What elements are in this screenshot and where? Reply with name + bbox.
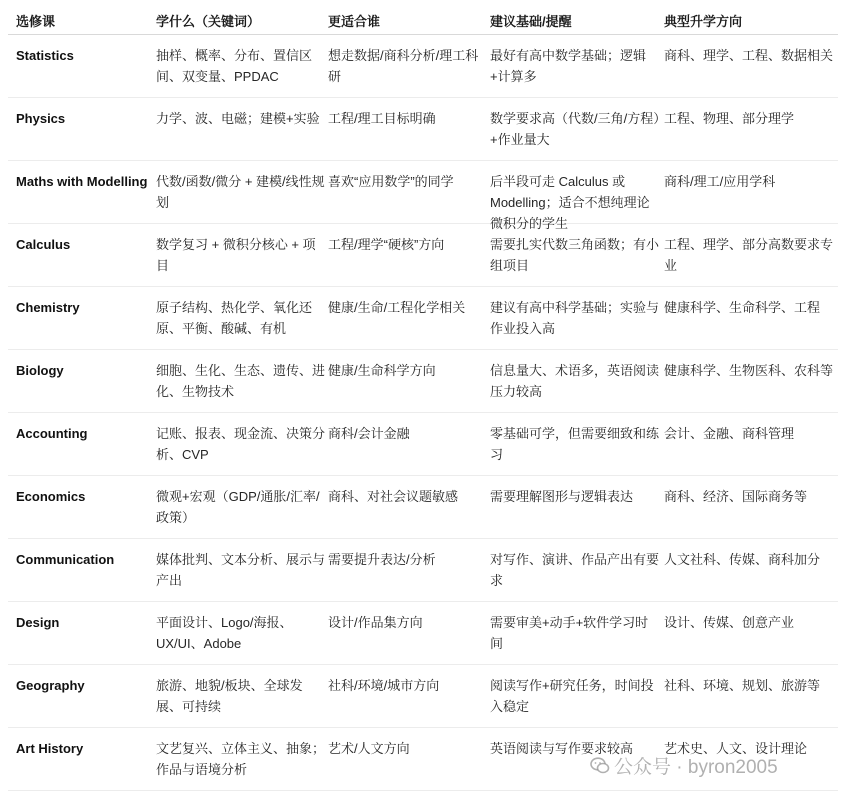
table-row: [8, 224, 838, 287]
cell-direction: 人文社科、传媒、商科加分: [664, 552, 821, 567]
cell-learn: 数学复习 + 微积分核心 + 项目: [156, 237, 316, 273]
cell-basis: 英语阅读与写作要求较高: [490, 741, 634, 756]
header-direction: 典型升学方向: [664, 14, 743, 29]
cell-basis: 需要扎实代数三角函数；有小组项目: [490, 237, 660, 273]
cell-direction: 设计、传媒、创意产业: [664, 615, 795, 630]
cell-learn: 媒体批判、文本分析、展示与产出: [156, 552, 326, 588]
table-row: [8, 476, 838, 539]
table-row: [8, 35, 838, 98]
cell-basis: 对写作、演讲、作品产出有要求: [490, 552, 660, 588]
cell-basis: 数学要求高（代数/三角/方程）+作业量大: [490, 111, 660, 147]
cell-direction: 工程、物理、部分理学: [664, 111, 795, 126]
cell-direction: 工程、理学、部分高数要求专业: [664, 237, 834, 273]
watermark: [590, 752, 778, 779]
table-row: [8, 602, 838, 665]
cell-subject: Art History: [16, 741, 84, 756]
cell-direction: 商科/理工/应用学科: [664, 174, 776, 189]
cell-learn: 旅游、地貌/板块、全球发展、可持续: [156, 678, 303, 714]
cell-learn: 微观+宏观（GDP/通胀/汇率/政策）: [156, 489, 320, 525]
header-learn: 学什么（关键词）: [156, 14, 261, 29]
cell-who: 工程/理工目标明确: [328, 111, 436, 126]
cell-basis: 零基础可学，但需要细致和练习: [490, 426, 660, 462]
table-row: [8, 161, 838, 231]
cell-who: 设计/作品集方向: [328, 615, 423, 630]
cell-direction: 艺术史、人文、设计理论: [664, 741, 808, 756]
cell-direction: 商科、理学、工程、数据相关: [664, 48, 834, 63]
cell-who: 需要提升表达/分析: [328, 552, 436, 567]
cell-subject: Design: [16, 615, 60, 630]
table-row: [8, 665, 838, 728]
cell-who: 商科、对社会议题敏感: [328, 489, 459, 504]
cell-subject: Accounting: [16, 426, 88, 441]
cell-learn: 平面设计、Logo/海报、UX/UI、Adobe: [156, 615, 293, 651]
header-who: 更适合谁: [328, 14, 381, 29]
cell-basis: 阅读写作+研究任务，时间投入稳定: [490, 678, 654, 714]
table-header: [8, 0, 838, 35]
wechat-icon: [590, 756, 610, 776]
cell-who: 健康/生命/工程化学相关: [328, 300, 466, 315]
cell-subject: Geography: [16, 678, 85, 693]
cell-learn: 细胞、生化、生态、遗传、进化、生物技术: [156, 363, 326, 399]
cell-learn: 代数/函数/微分 + 建模/线性规划: [156, 174, 325, 210]
cell-who: 想走数据/商科分析/理工科研: [328, 48, 479, 84]
cell-basis: 需要理解图形与逻辑表达: [490, 489, 634, 504]
cell-subject: Chemistry: [16, 300, 80, 315]
cell-subject: Physics: [16, 111, 66, 126]
cell-basis: 后半段可走 Calculus 或 Modelling；适合不想纯理论微积分的学生: [490, 174, 650, 231]
cell-learn: 原子结构、热化学、氧化还原、平衡、酸碱、有机: [156, 300, 313, 336]
cell-direction: 社科、环境、规划、旅游等: [664, 678, 821, 693]
cell-subject: Calculus: [16, 237, 71, 252]
cell-subject: Statistics: [16, 48, 74, 63]
cell-learn: 记账、报表、现金流、决策分析、CVP: [156, 426, 326, 462]
watermark-text: 公众号 · byron2005: [614, 757, 778, 778]
cell-who: 社科/环境/城市方向: [328, 678, 440, 693]
cell-direction: 商科、经济、国际商务等: [664, 489, 808, 504]
cell-subject: Maths with Modelling: [16, 174, 148, 189]
cell-learn: 力学、波、电磁；建模+实验: [156, 111, 320, 126]
cell-direction: 会计、金融、商科管理: [664, 426, 795, 441]
cell-basis: 建议有高中科学基础；实验与作业投入高: [490, 300, 660, 336]
cell-who: 艺术/人文方向: [328, 741, 410, 756]
cell-subject: Economics: [16, 489, 86, 504]
cell-basis: 需要审美+动手+软件学习时间: [490, 615, 649, 651]
cell-basis: 信息量大、术语多，英语阅读压力较高: [490, 363, 660, 399]
elective-table: [8, 0, 838, 791]
header-subject: 选修课: [16, 14, 56, 29]
cell-direction: 健康科学、生物医科、农科等: [664, 363, 834, 378]
table-row: [8, 539, 838, 602]
header-basis: 建议基础/提醒: [490, 14, 572, 29]
table-row: [8, 98, 838, 161]
cell-who: 健康/生命科学方向: [328, 363, 436, 378]
table-row: [8, 413, 838, 476]
cell-learn: 抽样、概率、分布、置信区间、双变量、PPDAC: [156, 48, 313, 84]
cell-subject: Communication: [16, 552, 115, 567]
cell-who: 工程/理学“硬核”方向: [328, 237, 445, 252]
cell-learn: 文艺复兴、立体主义、抽象；作品与语境分析: [156, 741, 326, 777]
cell-direction: 健康科学、生命科学、工程: [664, 300, 821, 315]
table-row: [8, 350, 838, 413]
table-body: [8, 35, 838, 791]
cell-who: 喜欢“应用数学”的同学: [328, 174, 454, 189]
cell-subject: Biology: [16, 363, 64, 378]
table-row: [8, 287, 838, 350]
cell-basis: 最好有高中数学基础；逻辑+计算多: [490, 48, 647, 84]
cell-who: 商科/会计金融: [328, 426, 410, 441]
